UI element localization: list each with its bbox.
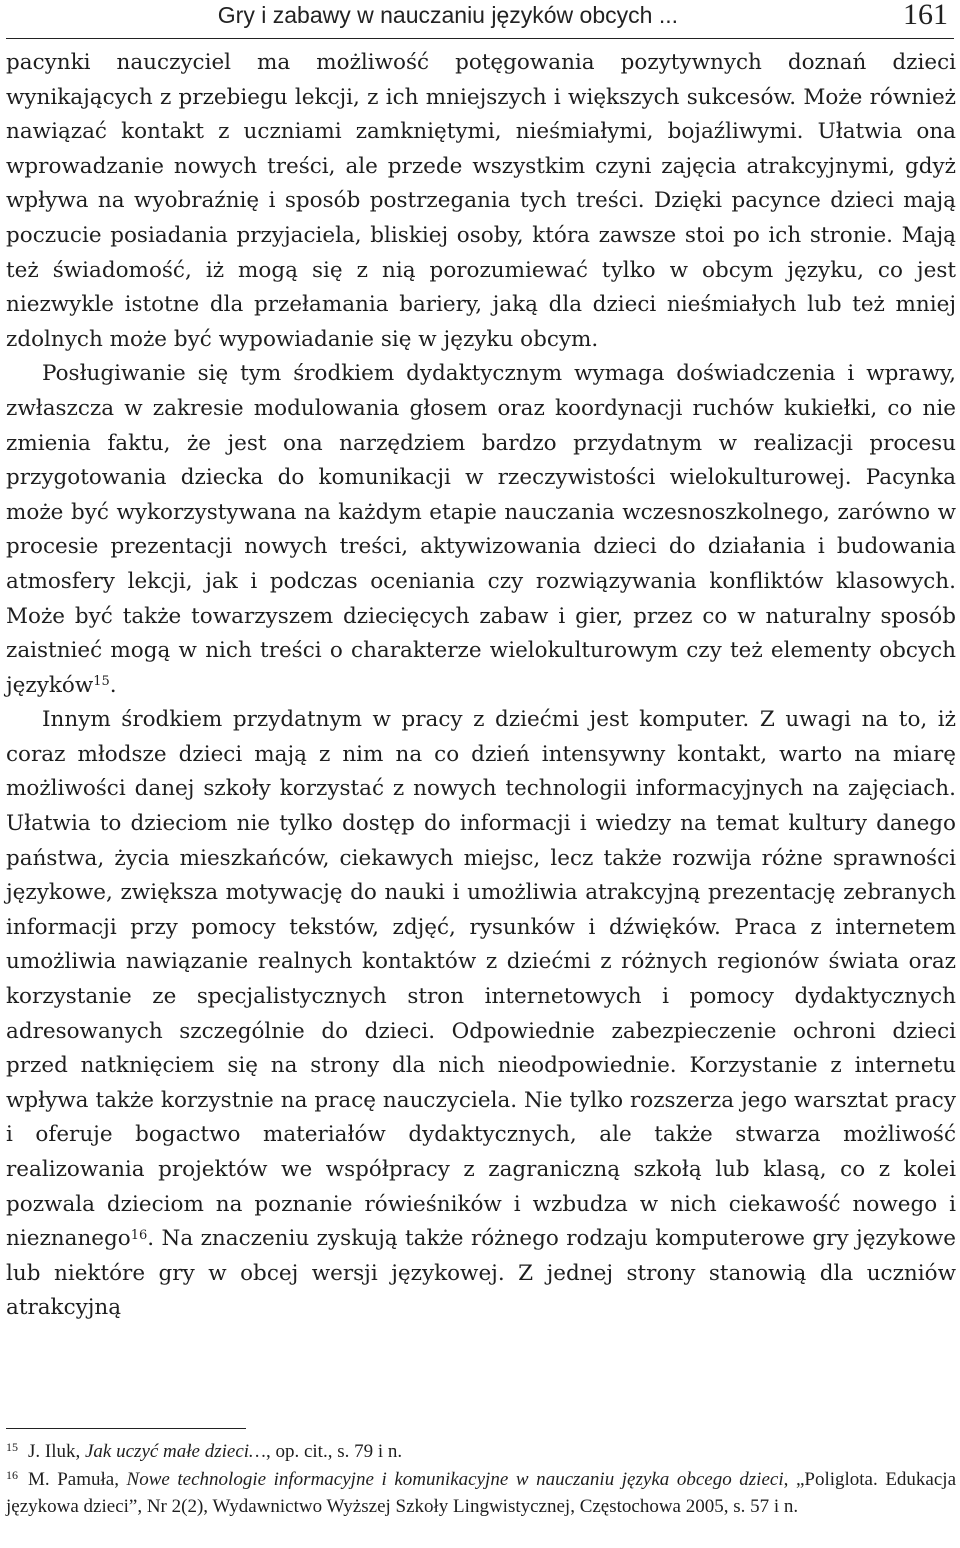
footnote-author: M. Pamuła, bbox=[28, 1468, 127, 1490]
running-header bbox=[6, 0, 954, 39]
paragraph-1-text: pacynki nauczyciel ma możliwość potęgowania pozytywnych doznań dzieci wynikających z przebiegu lekcji, z ich mniejszych i większych sukcesów. Może również nawiązać kontakt z uczniami zamkniętymi, nieśmiałymi, bojaźliwymi. Ułatwia ona wprowadzanie nowych treści, ale przede wszystkim czyni zajęcia atrakcyjnymi, gdyż wpływa na wyobraźnię i sposób postrzegania tych treści. Dzięki pacynce dzieci mają poczucie posiadania przyjaciela, bliskiej osoby, która zawsze stoi po ich stronie. Mają też świadomość, iż mogą się z nią porozumiewać tylko w obcym języku, co jest niezwykle istotne dla przełamania bariery, jaką dla dzieci nieśmiałych lub też mniej zdolnych może być wypowiadanie się w języku obcym. bbox=[6, 50, 956, 352]
footnote-ref-16[interactable]: 16 bbox=[130, 1227, 148, 1243]
paragraph-2 bbox=[6, 357, 956, 703]
footnote-citation: , op. cit., s. 79 i n. bbox=[265, 1441, 403, 1462]
footnote-author: J. Iluk, bbox=[28, 1441, 85, 1462]
body-text bbox=[6, 46, 956, 1326]
footnote-mark: 16 bbox=[6, 1467, 18, 1482]
footnote-title: Jak uczyć małe dzieci… bbox=[85, 1441, 266, 1462]
paragraph-3-rest: . Na znaczeniu zyskują także różnego rodzaju komputerowe gry językowe lub niektóre gry w obcej wersji językowej. Z jednej strony stanowią dla uczniów atrakcyjną bbox=[6, 1226, 956, 1321]
footnote-mark: 15 bbox=[6, 1440, 18, 1454]
footnote-citation: , „Poliglota. Edukacja językowa dzieci”, Nr 2(2), Wydawnictwo Wyższej Szkoły Lingwistycznej, Częstochowa 2005, s. 57 i n. bbox=[6, 1468, 957, 1517]
paragraph-3-text: Innym środkiem przydatnym w pracy z dziećmi jest komputer. Z uwagi na to, iż coraz młodsze dzieci mają z nim na co dzień intensywny kontakt, warto na miarę możliwości danej szkoły korzystać z nowych technologii informacyjnych na zajęciach. Ułatwia to dzieciom nie tylko dostęp do informacji i wiedzy na temat kultury danego państwa, życia mieszkańców, ciekawych miejsc, lecz także rozwija różne sprawności językowe, zwiększa motywację do nauki i umożliwia atrakcyjną prezentację zebranych informacji przy pomocy tekstów, zdjęć, rysunków i dźwięków. Praca z internetem umożliwia nawiązanie realnych kontaktów z dziećmi z różnych regionów świata oraz korzystanie ze specjalistycznych stron internetowych i pomocy dydaktycznych adresowanych szczególnie do dzieci. Odpowiednie zabezpieczenie ochroni dzieci przed natknięciem się na strony dla nich nieodpowiednie. Korzystanie z internetu wpływa także korzystnie na pracę nauczyciela. Nie tylko rozszerza jego warsztat pracy i oferuje bogactwo materiałów dydaktycznych, ale także stwarza możliwość realizowania projektów we współpracy z zagraniczną szkołą lub klasą, co z kolei pozwala dzieciom na poznanie rówieśników i wzbudza w nich ciekawość nowego i nieznanego bbox=[6, 707, 956, 1252]
footnotes bbox=[6, 1439, 956, 1521]
footnote-ref-15[interactable]: 15 bbox=[93, 674, 110, 690]
paragraph-3 bbox=[6, 703, 956, 1326]
footnote-16 bbox=[6, 1467, 956, 1521]
paragraph-1 bbox=[6, 46, 956, 357]
running-title: Gry i zabawy w nauczaniu języków obcych ... bbox=[217, 2, 678, 28]
page-number: 161 bbox=[903, 0, 948, 31]
footnote-divider bbox=[6, 1428, 246, 1429]
paragraph-2-end: . bbox=[109, 672, 117, 698]
paragraph-2-text: Posługiwanie się tym środkiem dydaktycznym wymaga doświadczenia i wprawy, zwłaszcza w zakresie modulowania głosem oraz koordynacji ruchów kukiełki, co nie zmienia faktu, że jest ona narzędziem bardzo przydatnym w realizacji procesu przygotowania dziecka do komunikacji w rzeczywistości wielokulturowej. Pacynka może być wykorzystywana na każdym etapie nauczania wczesnoszkolnego, zarówno w procesie prezentacji nowych treści, aktywizowania dzieci do działania i budowania atmosfery lekcji, jak i podczas oceniania czy rozwiązywania konfliktów klasowych. Może być także towarzyszem dziecięcych zabaw i gier, przez co w naturalny sposób zaistnieć mogą w nich treści o charakterze wielokulturowym czy też elementy obcych języków bbox=[6, 361, 956, 698]
footnote-title: Nowe technologie informacyjne i komunikacyjne w nauczaniu języka obcego dzieci bbox=[126, 1468, 784, 1490]
footnote-15 bbox=[6, 1439, 956, 1467]
